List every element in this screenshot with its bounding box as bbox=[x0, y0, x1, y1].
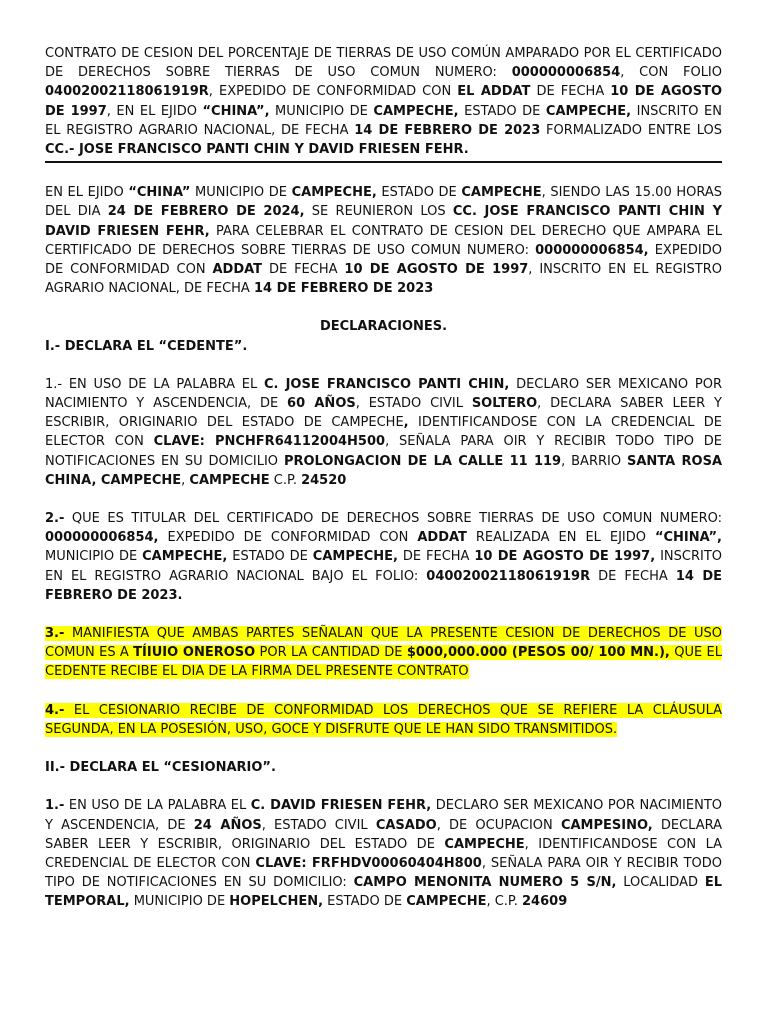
intro-paragraph bbox=[45, 183, 722, 298]
header-bold: EL ADDAT bbox=[457, 84, 531, 100]
clause-number: 4.- bbox=[45, 702, 65, 718]
clause-text: 1.- EN USO DE LA PALABRA EL bbox=[45, 376, 264, 392]
header-text: FORMALIZADO ENTRE LOS bbox=[540, 122, 723, 138]
clause-bold: , bbox=[403, 415, 409, 431]
clause-text: EN USO DE LA PALABRA EL bbox=[64, 798, 251, 814]
clause-text: POR LA CANTIDAD DE bbox=[255, 645, 407, 661]
header-text: INSCRITO EN EL REGISTRO AGRARIO NACIONAL, DE FECHA bbox=[45, 103, 722, 138]
intro-text: , INSCRITO EN EL REGISTRO AGRARIO NACIONAL, DE FECHA bbox=[45, 262, 722, 297]
clause-bold: C. JOSE FRANCISCO PANTI CHIN, bbox=[263, 376, 510, 392]
header-bold: CC.- JOSE FRANCISCO PANTI CHIN Y DAVID FRIESEN FEHR. bbox=[45, 142, 469, 158]
clause-text: REALIZADA EN EL EJIDO bbox=[466, 530, 655, 546]
subsection-heading: II.- DECLARA EL “CESIONARIO”. bbox=[45, 760, 276, 776]
cesionario-heading bbox=[45, 758, 722, 777]
clause-text: IDENTIFICANDOSE CON LA CREDENCIAL DE ELECTOR CON bbox=[45, 415, 722, 450]
clause-text: C.P. bbox=[269, 472, 302, 488]
clause-bold: EL TEMPORAL, bbox=[45, 875, 722, 910]
intro-bold: CC. JOSE FRANCISCO PANTI CHIN Y DAVID FRIESEN FEHR, bbox=[45, 204, 722, 239]
clause-bold: C. DAVID FRIESEN FEHR, bbox=[250, 798, 432, 814]
clause-bold: 04002002118061919R bbox=[426, 568, 591, 584]
clause-text: DECLARA SABER LEER Y ESCRIBIR, ORIGINARIO DEL ESTADO DE bbox=[45, 817, 722, 852]
clause-bold: HOPELCHEN, bbox=[229, 894, 324, 910]
clause-text: , DECLARA SABER LEER Y ESCRIBIR, ORIGINARIO DEL ESTADO DE CAMPECHE bbox=[45, 396, 722, 431]
clause-bold: CLAVE: FRFHDV00060404H800 bbox=[255, 855, 482, 871]
clause-bold: 000000006854, bbox=[45, 530, 159, 546]
subsection-heading: I.- DECLARA EL “CEDENTE”. bbox=[45, 338, 248, 354]
header-bold: 14 DE FEBRERO DE 2023 bbox=[354, 122, 541, 138]
header-bold: 10 DE AGOSTO DE 1997 bbox=[45, 84, 722, 119]
clause-text: , DE OCUPACION bbox=[436, 817, 561, 833]
clause-text: DE FECHA bbox=[397, 549, 475, 565]
clause-bold: CAMPECHE bbox=[406, 894, 487, 910]
intro-bold: 10 DE AGOSTO DE 1997 bbox=[344, 262, 529, 278]
clause-bold: ADDAT bbox=[417, 530, 467, 546]
clause-bold: SANTA ROSA CHINA, CAMPECHE bbox=[45, 453, 723, 488]
clause-number: 2.- bbox=[45, 511, 65, 527]
clause-text: DECLARO SER MEXICANO POR NACIMIENTO Y ASCENDENCIA, DE bbox=[45, 798, 722, 833]
clause-bold: CAMPO MENONITA NUMERO 5 S/N, bbox=[353, 875, 617, 891]
clause-number: 3.- bbox=[45, 626, 65, 642]
header-bold: 04002002118061919R bbox=[45, 84, 209, 100]
clause-bold: 24609 bbox=[522, 894, 568, 910]
clause-text: , ESTADO CIVIL bbox=[261, 817, 376, 833]
clause-text: MANIFIESTA QUE AMBAS PARTES SEÑALAN QUE LA PRESENTE CESION DE DERECHOS DE USO COMUN ES A bbox=[45, 626, 722, 661]
intro-bold: CAMPECHE bbox=[461, 185, 542, 201]
clause-text: EL CESIONARIO RECIBE DE CONFORMIDAD LOS DERECHOS QUE SE REFIERE LA CLÁUSULA SEGUNDA, EN LA POSESIÓN, USO, GOCE Y DISFRUTE QUE LE HAN SIDO TRANSMITIDOS. bbox=[45, 702, 722, 737]
intro-bold: 24 DE FEBRERO DE 2024, bbox=[107, 204, 305, 220]
clause-bold: $000,000.000 (PESOS 00/ 100 MN.), bbox=[406, 645, 670, 661]
clause-bold: CAMPECHE, bbox=[142, 549, 228, 565]
cedente-clause-4 bbox=[45, 701, 722, 739]
clause-bold: CAMPECHE, bbox=[312, 549, 398, 565]
clause-text: ESTADO DE bbox=[227, 549, 313, 565]
clause-text: QUE EL CEDENTE RECIBE EL DIA DE LA FIRMA DEL PRESENTE CONTRATO bbox=[45, 645, 722, 680]
clause-bold: 60 AÑOS bbox=[287, 396, 356, 412]
intro-text: MUNICIPIO DE bbox=[190, 185, 292, 201]
clause-bold: 10 DE AGOSTO DE 1997, bbox=[474, 549, 656, 565]
clause-bold: TÍIUIO ONEROSO bbox=[133, 645, 256, 661]
clause-bold: CAMPESINO, bbox=[560, 817, 653, 833]
intro-text: DE FECHA bbox=[262, 262, 345, 278]
clause-text: INSCRITO EN EL REGISTRO AGRARIO NACIONAL BAJO EL FOLIO: bbox=[45, 549, 723, 584]
header-bold: CAMPECHE, bbox=[373, 103, 459, 119]
intro-bold: CAMPECHE, bbox=[291, 185, 377, 201]
clause-text: MUNICIPIO DE bbox=[45, 549, 143, 565]
clause-bold: PROLONGACION DE LA CALLE 11 119 bbox=[283, 453, 562, 469]
clause-bold: “CHINA”, bbox=[654, 530, 722, 546]
intro-text: , SIENDO LAS 15.00 HORAS DEL DIA bbox=[45, 185, 722, 220]
clause-bold: 24520 bbox=[301, 472, 347, 488]
header-bold: 000000006854 bbox=[511, 65, 621, 81]
clause-bold: CLAVE: PNCHFR64112004H500 bbox=[153, 434, 386, 450]
clause-text: EXPEDIDO DE CONFORMIDAD CON bbox=[158, 530, 418, 546]
clause-text: , C.P. bbox=[486, 894, 523, 910]
clause-bold: 14 DE FEBRERO DE 2023. bbox=[45, 568, 722, 603]
header-text: DE FECHA bbox=[530, 84, 611, 100]
declaraciones-title bbox=[45, 317, 722, 336]
clause-text: QUE ES TITULAR DEL CERTIFICADO DE DERECHOS SOBRE TIERRAS DE USO COMUN NUMERO: bbox=[64, 511, 722, 527]
header-bold: CAMPECHE, bbox=[545, 103, 632, 119]
cesionario-clause-1 bbox=[45, 796, 722, 911]
intro-bold: ADDAT bbox=[212, 262, 263, 278]
clause-number: 1.- bbox=[45, 798, 65, 814]
cedente-clause-1 bbox=[45, 375, 722, 490]
clause-bold: CAMPECHE bbox=[189, 472, 270, 488]
clause-text: , ESTADO CIVIL bbox=[355, 396, 472, 412]
intro-bold: 000000006854, bbox=[535, 242, 649, 258]
clause-text: MUNICIPIO DE bbox=[129, 894, 230, 910]
intro-bold: “CHINA” bbox=[128, 185, 191, 201]
intro-text: ESTADO DE bbox=[376, 185, 462, 201]
clause-text: , SEÑALA PARA OIR Y RECIBIR TODO TIPO DE NOTIFICACIONES EN SU DOMICILIO: bbox=[45, 855, 722, 891]
intro-bold: 14 DE FEBRERO DE 2023 bbox=[253, 281, 434, 297]
clause-text: , bbox=[181, 472, 190, 488]
section-title: DECLARACIONES. bbox=[319, 319, 448, 335]
contract-header bbox=[45, 44, 722, 159]
intro-text: EXPEDIDO DE CONFORMIDAD CON bbox=[45, 242, 722, 278]
clause-text: ESTADO DE bbox=[323, 894, 407, 910]
clause-text: , SEÑALA PARA OIR Y RECIBIR TODO TIPO DE NOTIFICACIONES EN SU DOMICILIO bbox=[45, 434, 722, 469]
header-text: , CON FOLIO bbox=[620, 65, 723, 81]
header-bold: “CHINA”, bbox=[202, 103, 270, 119]
intro-text: SE REUNIERON LOS bbox=[304, 204, 453, 220]
header-text: ESTADO DE bbox=[458, 103, 546, 119]
header-text: , EN EL EJIDO bbox=[106, 103, 203, 119]
clause-text: LOCALIDAD bbox=[616, 875, 705, 891]
highlighted-text bbox=[45, 703, 722, 737]
document-page bbox=[45, 44, 722, 912]
cedente-clause-3 bbox=[45, 624, 722, 682]
cedente-heading bbox=[45, 337, 722, 356]
clause-bold: SOLTERO bbox=[471, 396, 538, 412]
clause-bold: CAMPECHE bbox=[444, 836, 525, 852]
clause-text: DECLARO SER MEXICANO POR NACIMIENTO Y ASCENDENCIA, DE bbox=[45, 376, 722, 412]
intro-text: EN EL EJIDO bbox=[45, 185, 129, 201]
header-text: CONTRATO DE CESION DEL PORCENTAJE DE TIERRAS DE USO COMÚN AMPARADO POR EL CERTIFICADO DE DERECHOS SOBRE TIERRAS DE USO COMUN NUMERO: bbox=[45, 46, 722, 81]
header-text: , EXPEDIDO DE CONFORMIDAD CON bbox=[208, 84, 458, 100]
clause-text: DE FECHA bbox=[590, 568, 676, 584]
cedente-clause-2 bbox=[45, 509, 722, 605]
highlighted-text bbox=[45, 626, 722, 679]
clause-text: , IDENTIFICANDOSE CON LA CREDENCIAL DE ELECTOR CON bbox=[45, 836, 723, 871]
intro-text: PARA CELEBRAR EL CONTRATO DE CESION DEL DERECHO QUE AMPARA EL CERTIFICADO DE DERECHOS SOBRE TIERRAS DE USO COMUN NUMERO: bbox=[45, 223, 722, 258]
header-text: MUNICIPIO DE bbox=[269, 103, 374, 119]
clause-bold: CASADO bbox=[375, 817, 437, 833]
clause-bold: 24 AÑOS bbox=[193, 817, 262, 833]
clause-text: , BARRIO bbox=[561, 453, 627, 469]
